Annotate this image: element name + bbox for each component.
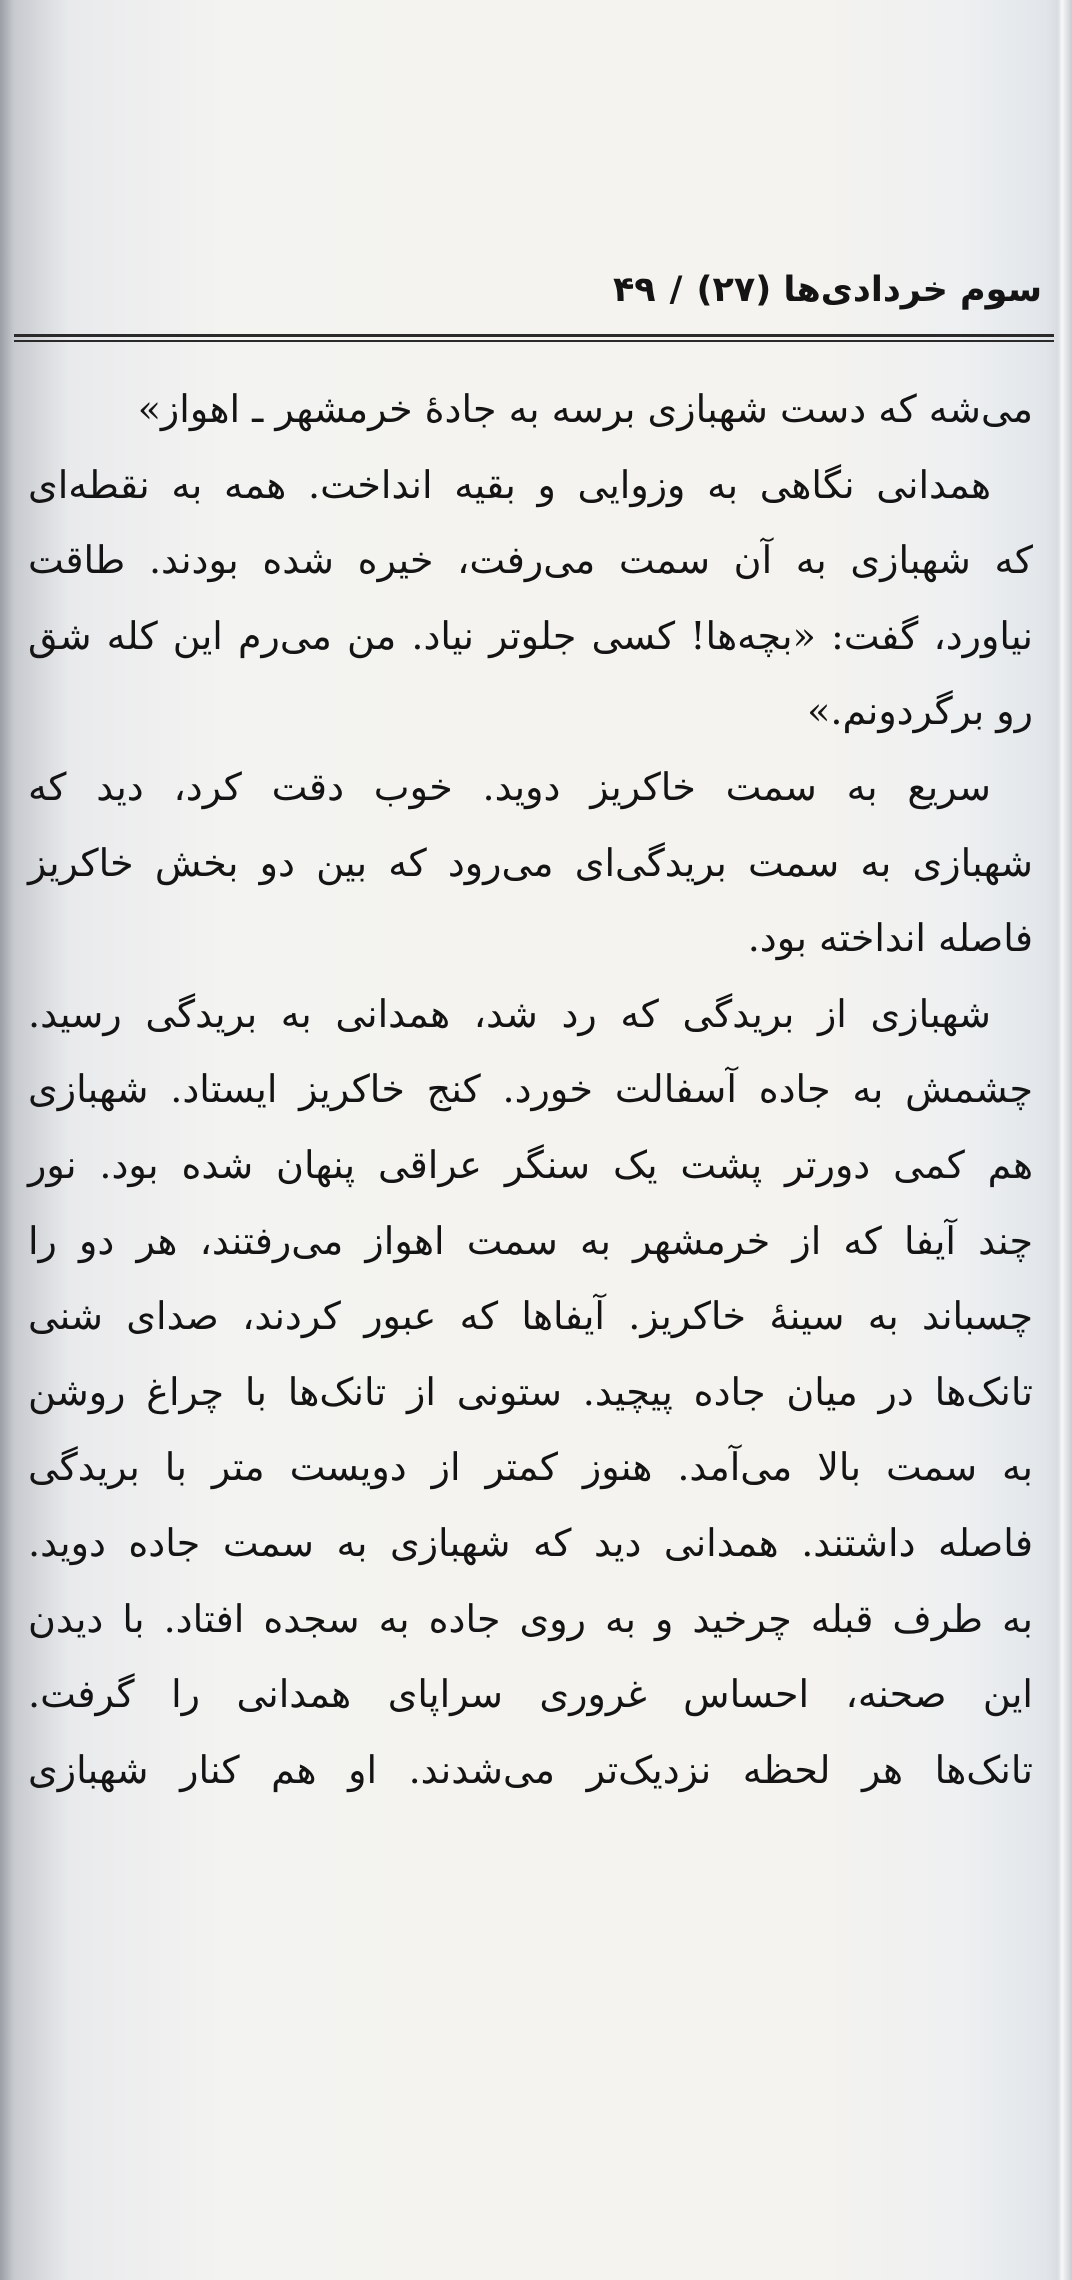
header-rule	[14, 334, 1054, 337]
text-line: هم کمی دورتر پشت یک سنگر عراقی پنهان شده بود. نور	[28, 1142, 1033, 1187]
chapter-title: سوم خردادی‌ها (۲۷)	[696, 270, 1042, 310]
text-line: تانک‌ها هر لحظه نزدیک‌تر می‌شدند. او هم کنار شهبازی	[28, 1747, 1033, 1792]
text-line: چند آیفا که از خرمشهر به سمت اهواز می‌رفتند، هر دو را	[28, 1218, 1033, 1263]
header-rule-thin	[14, 340, 1054, 342]
text-line: رو برگردونم.»	[807, 689, 1033, 734]
text-line: شهبازی از بریدگی که رد شد، همدانی به بریدگی رسید.	[28, 991, 991, 1036]
text-line: این صحنه، احساس غروری سراپای همدانی را گرفت.	[28, 1672, 1033, 1717]
head-separator: /	[669, 270, 683, 310]
text-line: فاصله انداخته بود.	[747, 916, 1033, 961]
running-head	[24, 262, 1042, 318]
text-line: چشمش به جاده آسفالت خورد. کنج خاکریز ایستاد. شهبازی	[28, 1067, 1033, 1112]
text-line: به سمت بالا می‌آمد. هنوز کمتر از دویست متر با بریدگی	[28, 1445, 1033, 1490]
text-line: چسباند به سینهٔ خاکریز. آیفاها که عبور کردند، صدای شنی	[28, 1294, 1033, 1339]
text-line: که شهبازی به آن سمت می‌رفت، خیره شده بودند. طاقت	[28, 538, 1033, 583]
page-number: ۴۹	[612, 270, 656, 310]
text-line: همدانی نگاهی به وزوایی و بقیه انداخت. همه به نقطه‌ای	[28, 462, 991, 507]
text-line: فاصله داشتند. همدانی دید که شهبازی به سمت جاده دوید.	[28, 1520, 1033, 1565]
text-line: به طرف قبله چرخید و به روی جاده به سجده افتاد. با دیدن	[28, 1596, 1033, 1641]
text-line: سریع به سمت خاکریز دوید. خوب دقت کرد، دید که	[28, 764, 991, 809]
text-line: نیاورد، گفت: «بچه‌ها! کسی جلوتر نیاد. من می‌رم این کله شق	[28, 613, 1033, 658]
text-line: می‌شه که دست شهبازی برسه به جادهٔ خرمشهر ـ اهواز»	[137, 387, 1033, 431]
body-text	[28, 372, 1033, 1808]
text-line: تانک‌ها در میان جاده پیچید. ستونی از تانک‌ها با چراغ روشن	[28, 1369, 1033, 1414]
text-line: شهبازی به سمت بریدگی‌ای می‌رود که بین دو بخش خاکریز	[28, 840, 1034, 885]
